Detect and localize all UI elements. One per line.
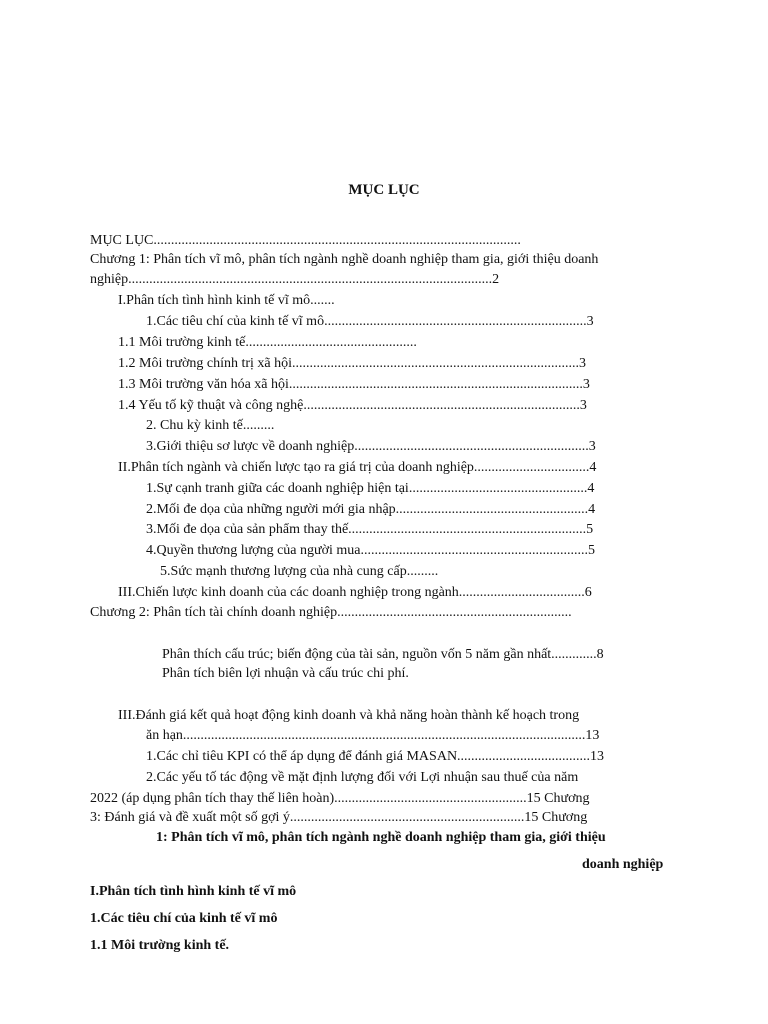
- toc-entry: 5.Sức mạnh thương lượng của nhà cung cấp.........: [160, 564, 439, 579]
- toc-entry: MỤC LỤC.........................................................................................................: [90, 233, 521, 248]
- section-heading: I.Phân tích tình hình kinh tế vĩ mô: [90, 884, 297, 899]
- toc-entry: 2022 (áp dụng phân tích thay thế liên hoàn).......................................................15 Chương: [90, 791, 590, 806]
- toc-entry: 3.Giới thiệu sơ lược về doanh nghiệp...................................................................3: [146, 439, 596, 454]
- chapter-heading: doanh nghiệp: [582, 857, 664, 872]
- section-heading: 1.1 Môi trường kinh tế.: [90, 938, 230, 953]
- toc-entry: 1.1 Môi trường kinh tế.................................................: [118, 335, 417, 350]
- toc-entry: 3: Đánh giá và đề xuất một số gợi ý...................................................................15 Chương: [90, 810, 588, 825]
- toc-entry: 1.3 Môi trường văn hóa xã hội....................................................................................3: [118, 377, 590, 392]
- toc-entry: I.Phân tích tình hình kinh tế vĩ mô.......: [118, 293, 335, 308]
- toc-entry: 2.Các yếu tố tác động về mặt định lượng đối với Lợi nhuận sau thuế của năm: [146, 770, 579, 785]
- toc-entry: III.Đánh giá kết quả hoạt động kinh doanh và khả năng hoàn thành kế hoạch trong: [118, 708, 580, 723]
- toc-entry: 1.Sự cạnh tranh giữa các doanh nghiệp hiện tại...................................................4: [146, 481, 595, 496]
- toc-entry: 2.Mối đe dọa của những người mới gia nhập.......................................................4: [146, 502, 596, 517]
- toc-entry: ăn hạn...................................................................................................................13: [146, 728, 600, 743]
- toc-entry: III.Chiến lược kinh doanh của các doanh nghiệp trong ngành....................................6: [118, 585, 592, 600]
- toc-entry: 1.2 Môi trường chính trị xã hội..................................................................................3: [118, 356, 587, 371]
- toc-entry: 3.Mối đe dọa của sản phẩm thay thế....................................................................5: [146, 522, 594, 537]
- chapter-heading: 1: Phân tích vĩ mô, phân tích ngành nghề doanh nghiệp tham gia, giới thiệu: [156, 830, 606, 845]
- toc-entry: 1.Các chỉ tiêu KPI có thể áp dụng để đánh giá MASAN......................................13: [146, 749, 605, 764]
- toc-entry: nghiệp........................................................................................................2: [90, 272, 500, 287]
- toc-entry: 1.4 Yếu tố kỹ thuật và công nghệ...............................................................................3: [118, 398, 587, 413]
- toc-entry: Chương 1: Phân tích vĩ mô, phân tích ngành nghề doanh nghiệp tham gia, giới thiệu doanh: [90, 252, 599, 267]
- toc-entry: II.Phân tích ngành và chiến lược tạo ra giá trị của doanh nghiệp.................................4: [118, 460, 597, 475]
- toc-entry: Chương 2: Phân tích tài chính doanh nghiệp...................................................................: [90, 605, 572, 620]
- page-title: MỤC LỤC: [348, 182, 420, 198]
- section-heading: 1.Các tiêu chí của kinh tế vĩ mô: [90, 911, 278, 926]
- toc-entry: 2. Chu kỳ kinh tế.........: [146, 418, 275, 433]
- toc-entry: Phân thích cấu trúc; biến động của tài sản, nguồn vốn 5 năm gần nhất.............8: [162, 647, 604, 662]
- toc-entry: Phân tích biên lợi nhuận và cấu trúc chi phí.: [162, 666, 409, 681]
- toc-entry: 4.Quyền thương lượng của người mua.................................................................5: [146, 543, 595, 558]
- toc-entry: 1.Các tiêu chí của kinh tế vĩ mô...........................................................................3: [146, 314, 594, 329]
